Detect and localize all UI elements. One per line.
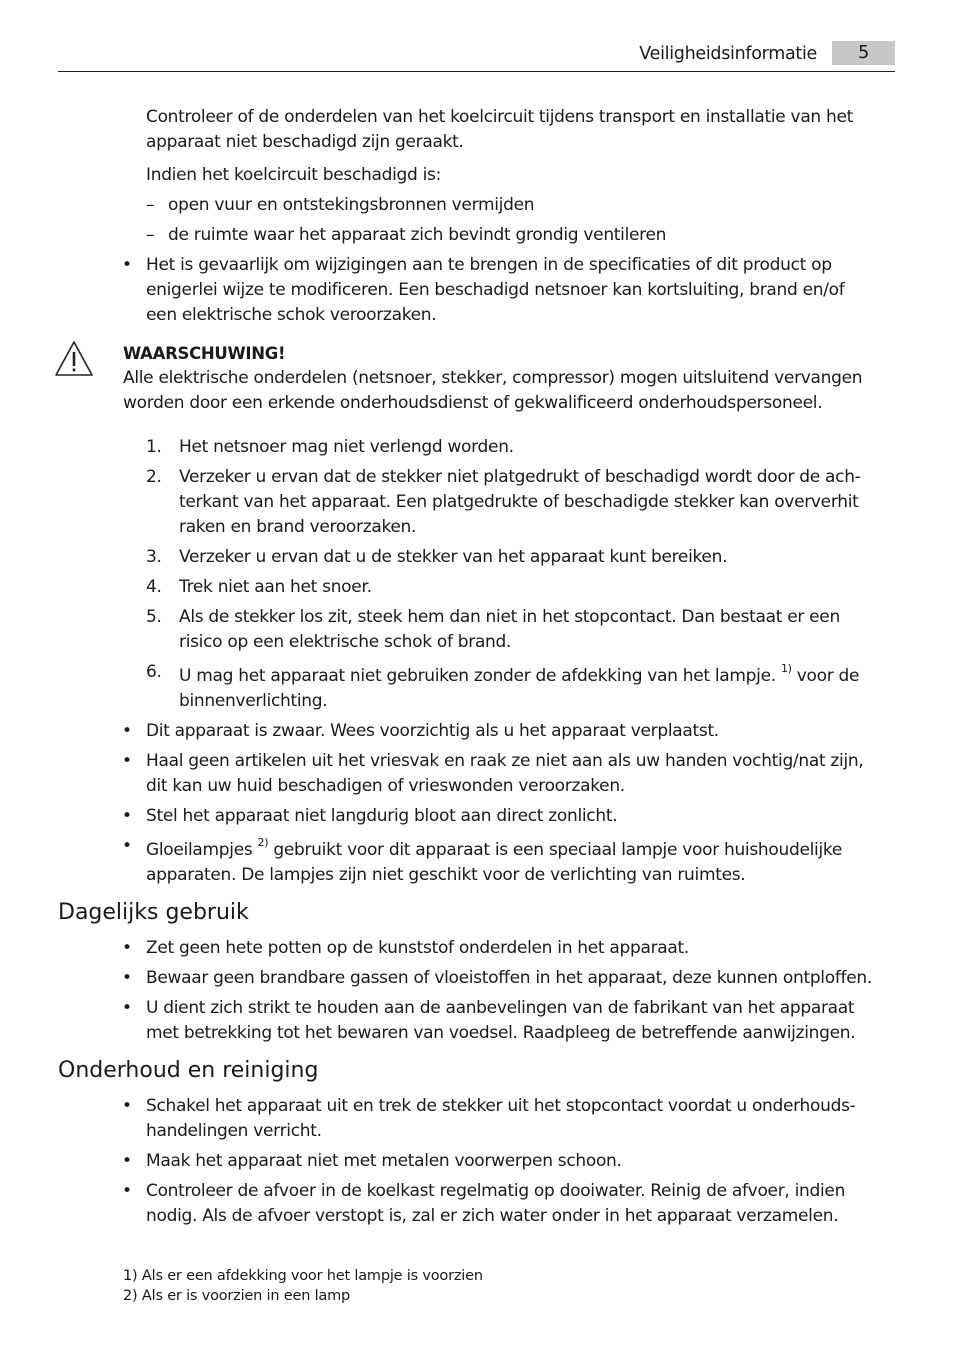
- list-number: 5.: [146, 607, 162, 627]
- bullet-line: enigerlei wijze te modificeren. Een beschadigd netsnoer kan kortsluiting, brand en/of: [146, 280, 845, 300]
- numbered-item: Trek niet aan het snoer.: [179, 577, 372, 597]
- numbered-item-text: voor de: [796, 666, 860, 686]
- warning-triangle-icon: [54, 340, 94, 378]
- bullet-line: met betrekking tot het bewaren van voedsel. Raadpleeg de betreffende aanwijzingen.: [146, 1023, 856, 1043]
- bullet-line: [146, 838, 842, 863]
- numbered-item: [179, 664, 859, 689]
- dash-marker: –: [146, 225, 155, 245]
- bullet-text: gebruikt voor dit apparaat is een speciaal lampje voor huishoudelijke: [273, 840, 842, 860]
- list-number: 4.: [146, 577, 162, 597]
- warning-text: worden door een erkende onderhoudsdienst of gekwalificeerd onderhoudspersoneel.: [123, 393, 823, 413]
- footnote-ref: 1): [780, 662, 792, 676]
- footnote: 2) Als er is voorzien in een lamp: [123, 1288, 351, 1304]
- dash-item: open vuur en ontstekingsbronnen vermijden: [168, 195, 535, 215]
- bullet-line: nodig. Als de afvoer verstopt is, zal er zich water onder in het apparaat verzamelen.: [146, 1206, 839, 1226]
- page-number: 5: [832, 41, 895, 65]
- bullet-line: Haal geen artikelen uit het vriesvak en raak ze niet aan als uw handen vochtig/nat zijn,: [146, 751, 864, 771]
- bullet-line: een elektrische schok veroorzaken.: [146, 305, 437, 325]
- dash-marker: –: [146, 195, 155, 215]
- numbered-item: Verzeker u ervan dat u de stekker van het apparaat kunt bereiken.: [179, 547, 728, 567]
- bullet-marker: •: [122, 998, 132, 1018]
- bullet-line: Het is gevaarlijk om wijzigingen aan te brengen in de specificaties of dit product op: [146, 255, 832, 275]
- footnote-ref: 2): [257, 836, 269, 850]
- bullet-line: handelingen verricht.: [146, 1121, 322, 1141]
- bullet-text: Gloeilampjes: [146, 840, 253, 860]
- numbered-item: Verzeker u ervan dat de stekker niet platgedrukt of beschadigd wordt door de ach-: [179, 467, 861, 487]
- list-number: 2.: [146, 467, 162, 487]
- dash-item: de ruimte waar het apparaat zich bevindt grondig ventileren: [168, 225, 667, 245]
- bullet-marker: •: [122, 1151, 132, 1171]
- numbered-item: binnenverlichting.: [179, 691, 328, 711]
- section-heading: Onderhoud en reiniging: [58, 1058, 319, 1083]
- bullet-line: Maak het apparaat niet met metalen voorwerpen schoon.: [146, 1151, 622, 1171]
- numbered-item-text: U mag het apparaat niet gebruiken zonder de afdekking van het lampje.: [179, 666, 776, 686]
- numbered-item: Als de stekker los zit, steek hem dan niet in het stopcontact. Dan bestaat er een: [179, 607, 840, 627]
- bullet-line: Controleer de afvoer in de koelkast regelmatig op dooiwater. Reinig de afvoer, indien: [146, 1181, 846, 1201]
- warning-text: Alle elektrische onderdelen (netsnoer, stekker, compressor) mogen uitsluitend vervangen: [123, 368, 863, 388]
- list-number: 1.: [146, 437, 162, 457]
- bullet-marker: •: [122, 806, 132, 826]
- bullet-marker: •: [122, 1181, 132, 1201]
- page-header: [58, 40, 895, 72]
- intro-line: apparaat niet beschadigd zijn geraakt.: [146, 132, 464, 152]
- bullet-marker: •: [122, 255, 132, 275]
- list-number: 3.: [146, 547, 162, 567]
- bullet-line: Schakel het apparaat uit en trek de stekker uit het stopcontact voordat u onderhouds-: [146, 1096, 856, 1116]
- warning-title: WAARSCHUWING!: [123, 344, 286, 363]
- bullet-marker: •: [122, 751, 132, 771]
- bullet-line: Bewaar geen brandbare gassen of vloeistoffen in het apparaat, deze kunnen ontploffen.: [146, 968, 872, 988]
- bullet-line: U dient zich strikt te houden aan de aanbevelingen van de fabrikant van het apparaat: [146, 998, 855, 1018]
- numbered-item: terkant van het apparaat. Een platgedrukte of beschadigde stekker kan oververhit: [179, 492, 859, 512]
- bullet-marker: •: [122, 938, 132, 958]
- numbered-item: risico op een elektrische schok of brand.: [179, 632, 512, 652]
- intro-line: Controleer of de onderdelen van het koelcircuit tijdens transport en installatie van het: [146, 107, 854, 127]
- bullet-marker: •: [122, 968, 132, 988]
- bullet-line: dit kan uw huid beschadigen of vrieswonden veroorzaken.: [146, 776, 625, 796]
- intro-line: Indien het koelcircuit beschadigd is:: [146, 165, 442, 185]
- bullet-line: apparaten. De lampjes zijn niet geschikt voor de verlichting van ruimtes.: [146, 865, 746, 885]
- list-number: 6.: [146, 662, 162, 682]
- bullet-marker: •: [122, 1096, 132, 1116]
- bullet-line: Dit apparaat is zwaar. Wees voorzichtig als u het apparaat verplaatst.: [146, 721, 719, 741]
- bullet-marker: •: [122, 836, 132, 856]
- bullet-marker: •: [122, 721, 132, 741]
- section-heading: Dagelijks gebruik: [58, 900, 249, 925]
- bullet-line: Zet geen hete potten op de kunststof onderdelen in het apparaat.: [146, 938, 689, 958]
- numbered-item: raken en brand veroorzaken.: [179, 517, 417, 537]
- bullet-line: Stel het apparaat niet langdurig bloot aan direct zonlicht.: [146, 806, 618, 826]
- numbered-item: Het netsnoer mag niet verlengd worden.: [179, 437, 514, 457]
- header-title: Veiligheidsinformatie: [639, 44, 817, 64]
- footnote: 1) Als er een afdekking voor het lampje is voorzien: [123, 1268, 483, 1284]
